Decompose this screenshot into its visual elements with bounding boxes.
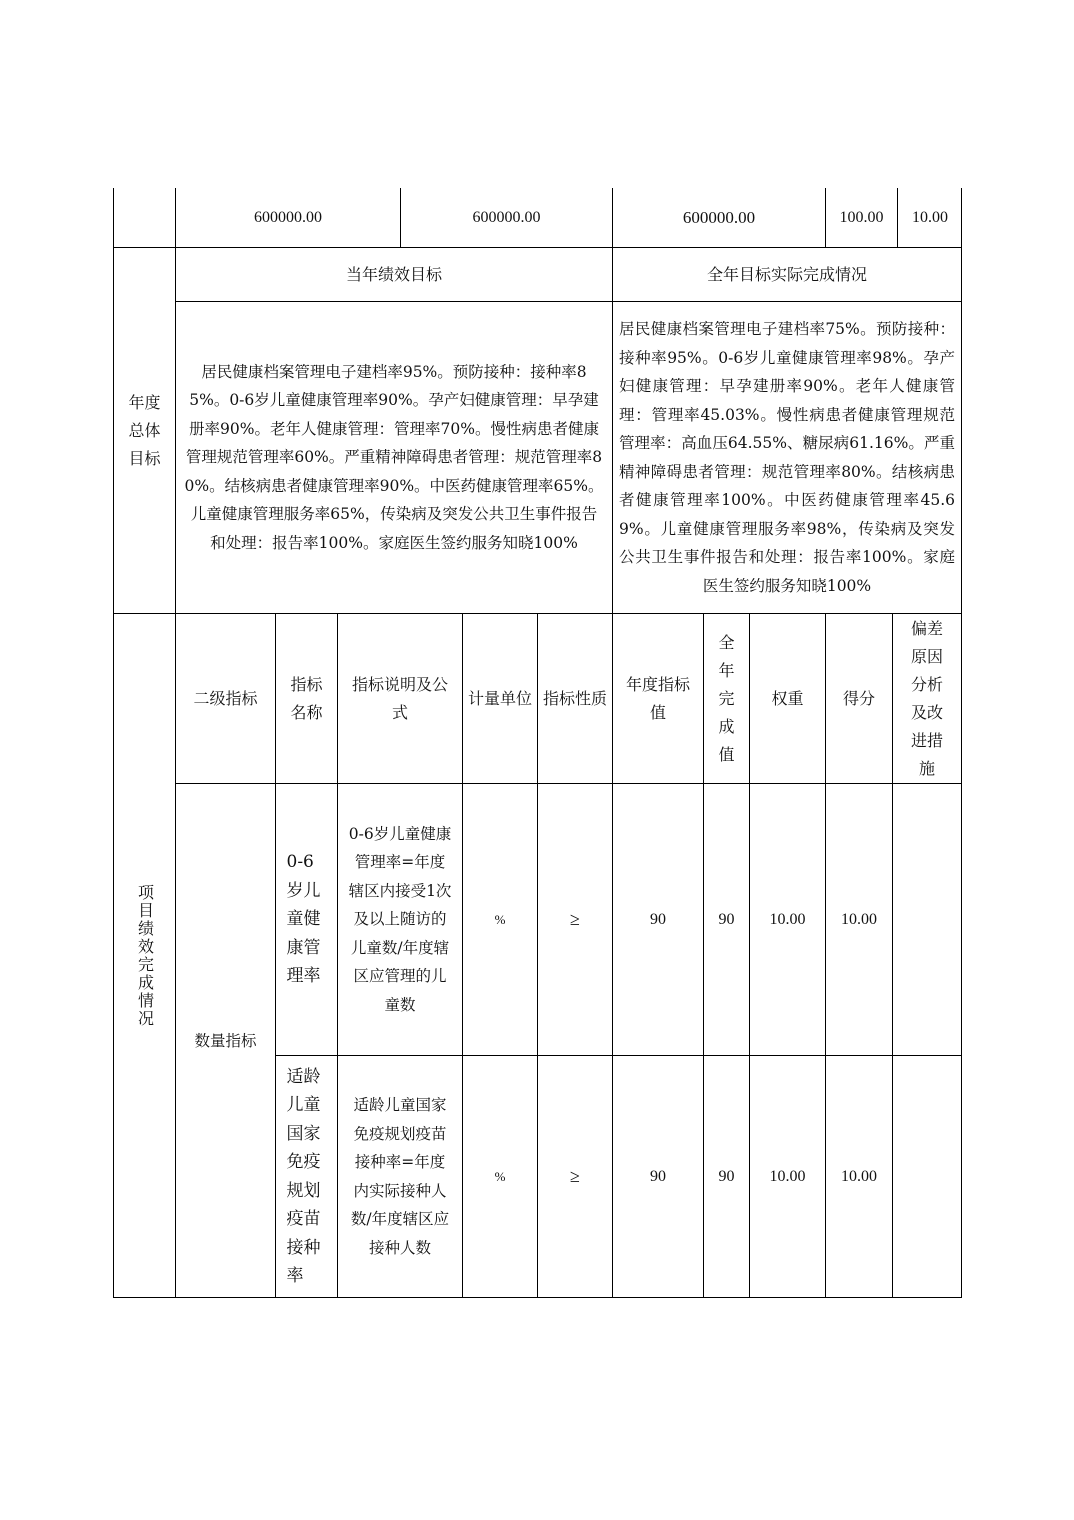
annual-goal-actual-text: [619, 302, 955, 613]
header-unit: [463, 614, 537, 783]
annual-goal-label-text: 年度总体目标: [128, 392, 161, 468]
row2-target: 90: [650, 1167, 666, 1185]
performance-label: [114, 614, 175, 1297]
header-desc-text: 指标说明及公式: [351, 674, 448, 722]
row1-weight: 10.00: [769, 910, 806, 928]
row1-desc-text: 0-6岁儿童健康管理率=年度辖区内接受1次及以上随访的儿童数/年度辖区应管理的儿童数: [348, 824, 452, 1014]
table-border-right: [961, 188, 962, 1298]
budget-cell-4: 100.00: [839, 208, 884, 226]
level2-value: 数量指标: [194, 1031, 257, 1050]
header-actual-text: 全年完成值: [718, 632, 735, 764]
header-level2: 二级指标: [193, 688, 258, 708]
row1-target: 90: [650, 910, 666, 928]
annual-goal-actual-header: 全年目标实际完成情况: [706, 264, 867, 284]
row2-name: [276, 1056, 337, 1297]
row2-weight: 10.00: [769, 1167, 806, 1185]
annual-goal-label: [122, 248, 167, 613]
row2-desc-text: 适龄儿童国家免疫规划疫苗接种率=年度内实际接种人数/年度辖区应接种人数: [350, 1096, 450, 1257]
row2-desc: [338, 1056, 462, 1297]
row1-name-text: 0-6岁儿童健康管理率: [286, 852, 321, 987]
row2-name-text: 适龄儿童国家免疫规划疫苗接种率: [286, 1066, 321, 1286]
header-target: [613, 614, 703, 783]
row2-nature: ≥: [570, 1166, 580, 1186]
annual-goal-target-text: [184, 302, 604, 613]
row1-score: 10.00: [841, 910, 877, 928]
header-name-text: 指标名称: [290, 674, 323, 722]
row1-actual: 90: [718, 910, 735, 928]
budget-cell-5: 10.00: [912, 208, 948, 226]
row1-nature: ≥: [570, 909, 580, 929]
row1-unit: %: [494, 911, 506, 927]
budget-cell-3: 600000.00: [682, 207, 756, 227]
budget-cell-1: 600000.00: [254, 208, 322, 226]
row1-desc: [338, 784, 462, 1055]
row2-unit: %: [494, 1168, 506, 1184]
header-deviation-text: 偏差原因分析及改进措施: [910, 618, 943, 778]
budget-cell-2: 600000.00: [472, 208, 541, 226]
row2-score: 10.00: [841, 1167, 877, 1185]
header-weight: 权重: [771, 688, 804, 708]
header-deviation: [893, 614, 961, 783]
row2-actual: 90: [718, 1167, 735, 1185]
header-name: [276, 614, 337, 783]
annual-goal-actual-paragraph: 居民健康档案管理电子建档率75%。预防接种：接种率95%。0-6岁儿童健康管理率98%。孕产妇健康管理：早孕建册率90%。老年人健康管理：管理率45.03%。慢性病患者健康管理规范管理率：高血压64.55%、糖尿病61.16%。严重精神障碍患者管理：规范管理率80%。结核病患者健康管理率100%。中医药健康管理率45.69%。儿童健康管理服务率98%，传染病及突发公共卫生事件报告和处理：报告率100%。家庭医生签约服务知晓100%: [619, 320, 955, 595]
header-actual: [704, 614, 749, 783]
row2-deviation: [893, 1056, 961, 1297]
header-target-text: 年度指标值: [625, 674, 690, 722]
header-score: 得分: [842, 688, 875, 708]
annual-goal-target-header: 当年绩效目标: [345, 264, 442, 284]
header-unit-text: 计量单位: [467, 688, 532, 708]
header-desc: [338, 614, 462, 783]
row1-name: [276, 784, 337, 1055]
performance-label-text: 项目绩效完成情况: [135, 883, 155, 1028]
row1-deviation: [893, 784, 961, 1055]
annual-goal-target-paragraph: 居民健康档案管理电子建档率95%。预防接种：接种率85%。0-6岁儿童健康管理率90%。孕产妇健康管理：早孕建册率90%。老年人健康管理：管理率70%。慢性病患者健康管理规范管理率60%。严重精神障碍患者管理：规范管理率80%。结核病患者健康管理率90%。中医药健康管理率65%。儿童健康管理服务率65%，传染病及突发公共卫生事件报告和处理：报告率100%。家庭医生签约服务知晓100%: [184, 362, 604, 552]
header-nature-text: 指标性质: [542, 688, 607, 708]
header-nature: [538, 614, 612, 783]
grid-line: [897, 188, 898, 247]
